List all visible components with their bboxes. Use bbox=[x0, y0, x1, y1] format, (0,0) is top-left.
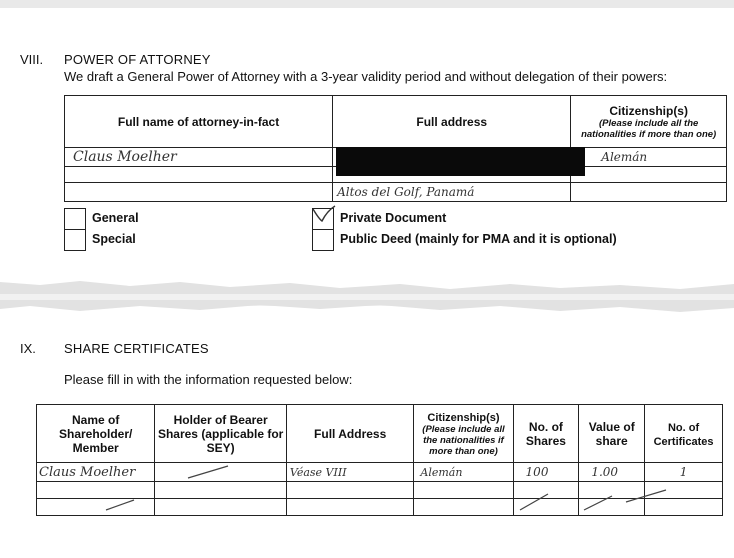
col-header-name: Full name of attorney-in-fact bbox=[65, 96, 333, 148]
cell-address-row3[interactable]: Altos del Golf, Panamá bbox=[333, 183, 571, 202]
section-number: IX. bbox=[20, 341, 36, 356]
cell-citizenship-row1[interactable]: Alemán bbox=[414, 463, 513, 482]
col-header-address: Full Address bbox=[286, 405, 413, 463]
section-instruction: Please fill in with the information requested below: bbox=[64, 372, 353, 387]
cell-name-row2[interactable] bbox=[65, 167, 333, 183]
checkbox-general-label: General bbox=[92, 211, 139, 225]
col-header-address: Full address bbox=[333, 96, 571, 148]
cell-name-row1[interactable]: Claus Moelher bbox=[65, 148, 333, 167]
checkbox-special[interactable] bbox=[64, 229, 86, 251]
col-header-citizenship: Citizenship(s) (Please include all the nationalities if more than one) bbox=[414, 405, 513, 463]
redaction-block bbox=[336, 147, 585, 176]
section-title: SHARE CERTIFICATES bbox=[64, 341, 209, 356]
col-header-shareholder: Name of Shareholder/ Member bbox=[37, 405, 155, 463]
cell-certificates-row1[interactable]: 1 bbox=[645, 463, 723, 482]
col-header-certificates: No. of Certificates bbox=[645, 405, 723, 463]
cell-name-row3[interactable] bbox=[65, 183, 333, 202]
col-header-bearer: Holder of Bearer Shares (applicable for SEY) bbox=[155, 405, 287, 463]
section-description: We draft a General Power of Attorney with a 3-year validity period and without delegation of their powers: bbox=[64, 69, 668, 84]
cell-citizenship-row2[interactable] bbox=[571, 167, 727, 183]
checkbox-public-deed[interactable] bbox=[312, 229, 334, 251]
checkbox-special-label: Special bbox=[92, 232, 136, 246]
col-header-citizenship: Citizenship(s) (Please include all the nationalities if more than one) bbox=[571, 96, 727, 148]
torn-edge-bottom bbox=[0, 278, 734, 294]
checkbox-private-document-label: Private Document bbox=[340, 211, 447, 225]
handwritten-strike-marks bbox=[0, 306, 734, 558]
checkbox-private-document[interactable] bbox=[312, 208, 334, 230]
cell-shareholder-row1[interactable]: Claus Moelher bbox=[37, 463, 155, 482]
section-title: POWER OF ATTORNEY bbox=[64, 52, 211, 67]
section-number: VIII. bbox=[20, 52, 44, 67]
checkbox-public-deed-label: Public Deed (mainly for PMA and it is optional) bbox=[340, 232, 617, 246]
cell-address-row1[interactable]: Véase VIII bbox=[286, 463, 413, 482]
checkbox-general[interactable] bbox=[64, 208, 86, 230]
section-power-of-attorney bbox=[0, 8, 734, 290]
checkmark-icon bbox=[311, 203, 337, 225]
section-share-certificates bbox=[0, 306, 734, 558]
cell-shares-row1[interactable]: 100 bbox=[513, 463, 579, 482]
col-header-shares: No. of Shares bbox=[513, 405, 579, 463]
cell-citizenship-row3[interactable] bbox=[571, 183, 727, 202]
col-header-value: Value of share bbox=[579, 405, 645, 463]
cell-value-row1[interactable]: 1.00 bbox=[579, 463, 645, 482]
cell-citizenship-row1[interactable]: Alemán bbox=[571, 148, 727, 167]
